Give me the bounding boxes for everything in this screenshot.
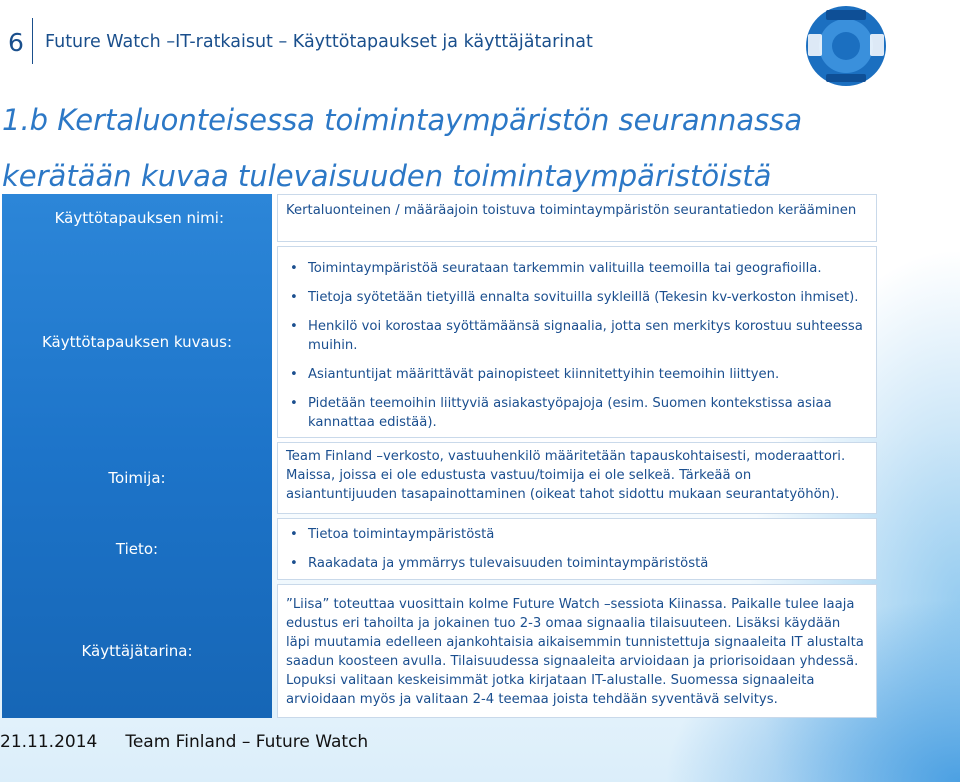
label-tarina: Käyttäjätarina: [81, 642, 193, 660]
footer-org: Team Finland – Future Watch [125, 732, 369, 752]
list-item: • Tietoja syötetään tietyillä ennalta sovituilla sykleillä (Tekesin kv-verkoston ihmiset). [278, 288, 866, 307]
label-kuvaus: Käyttötapauksen kuvaus: [41, 333, 233, 351]
list-item: • Henkilö voi korostaa syöttämäänsä signaalia, jotta sen merkitys korostuu suhteessa muihin. [278, 317, 866, 355]
cell-toimija [277, 442, 877, 514]
list-item: • Tietoa toimintaympäristöstä [278, 525, 866, 544]
nimi-text: Kertaluonteinen / määräajoin toistuva toimintaympäristön seurantatiedon kerääminen [286, 203, 857, 218]
header-title: Future Watch –IT-ratkaisut – Käyttötapaukset ja käyttäjätarinat [45, 32, 593, 52]
toimija-text: Team Finland –verkosto, vastuuhenkilö määritetään tapauskohtaisesti, moderaattori. Maissa, joissa ei ole edustusta vastuu/toimija ei ole selkeä. Tärkeää on asiantuntijuuden tasapainottaminen (oikeat tahot sidottu mukaan seurantatyöhön). [286, 449, 846, 502]
footer [0, 732, 396, 752]
kuvaus-list [278, 259, 866, 432]
slide-title [2, 92, 902, 204]
list-item: • Asiantuntijat määrittävät painopisteet kiinnitettyihin teemoihin liittyen. [278, 365, 866, 384]
list-item: • Raakadata ja ymmärrys tulevaisuuden toimintaympäristöstä [278, 554, 866, 573]
process-cycle-logo [804, 4, 888, 88]
tarina-text: ”Liisa” toteuttaa vuosittain kolme Future Watch –sessiota Kiinassa. Paikalle tulee laaja edustus eri tahoilta ja jokainen tuo 2-3 omaa signaalia tilaisuuteen. Lisäksi käydään läpi muutamia edelleen ajankohtaisia aikaisemmin tunnistettuja signaaleita IT alustalta saadun koosteen avulla. Tilaisuudessa signaaleita arvioidaan ja priorisoidaan yhdessä. Lopuksi valitaan keskeisimmät jotka kirjataan IT-alustalle. Suomessa signaaleita arvioidaan myös ja valitaan 2-4 teemaa joista tehdään syventävä selvitys. [286, 597, 864, 707]
cell-tieto [277, 518, 877, 580]
footer-date: 21.11.2014 [0, 732, 98, 752]
cell-tarina [277, 584, 877, 718]
slide-number: 6 [8, 28, 24, 57]
label-toimija: Toimija: [108, 469, 166, 487]
cell-nimi [277, 194, 877, 242]
list-item: • Toimintaympäristöä seurataan tarkemmin valituilla teemoilla tai geografioilla. [278, 259, 866, 278]
cell-kuvaus [277, 246, 877, 438]
title-line-1: 1.b Kertaluonteisessa toimintaympäristön seurannassa [2, 103, 803, 137]
label-tieto: Tieto: [115, 540, 159, 558]
header-divider [32, 18, 33, 64]
tieto-list [278, 525, 866, 573]
list-item: • Pidetään teemoihin liittyviä asiakastyöpajoja (esim. Suomen kontekstissa asiaa kannattaa edistää). [278, 394, 866, 432]
label-nimi: Käyttötapauksen nimi: [54, 209, 224, 227]
title-line-2: kerätään kuvaa tulevaisuuden toimintaympäristöistä [2, 159, 772, 193]
